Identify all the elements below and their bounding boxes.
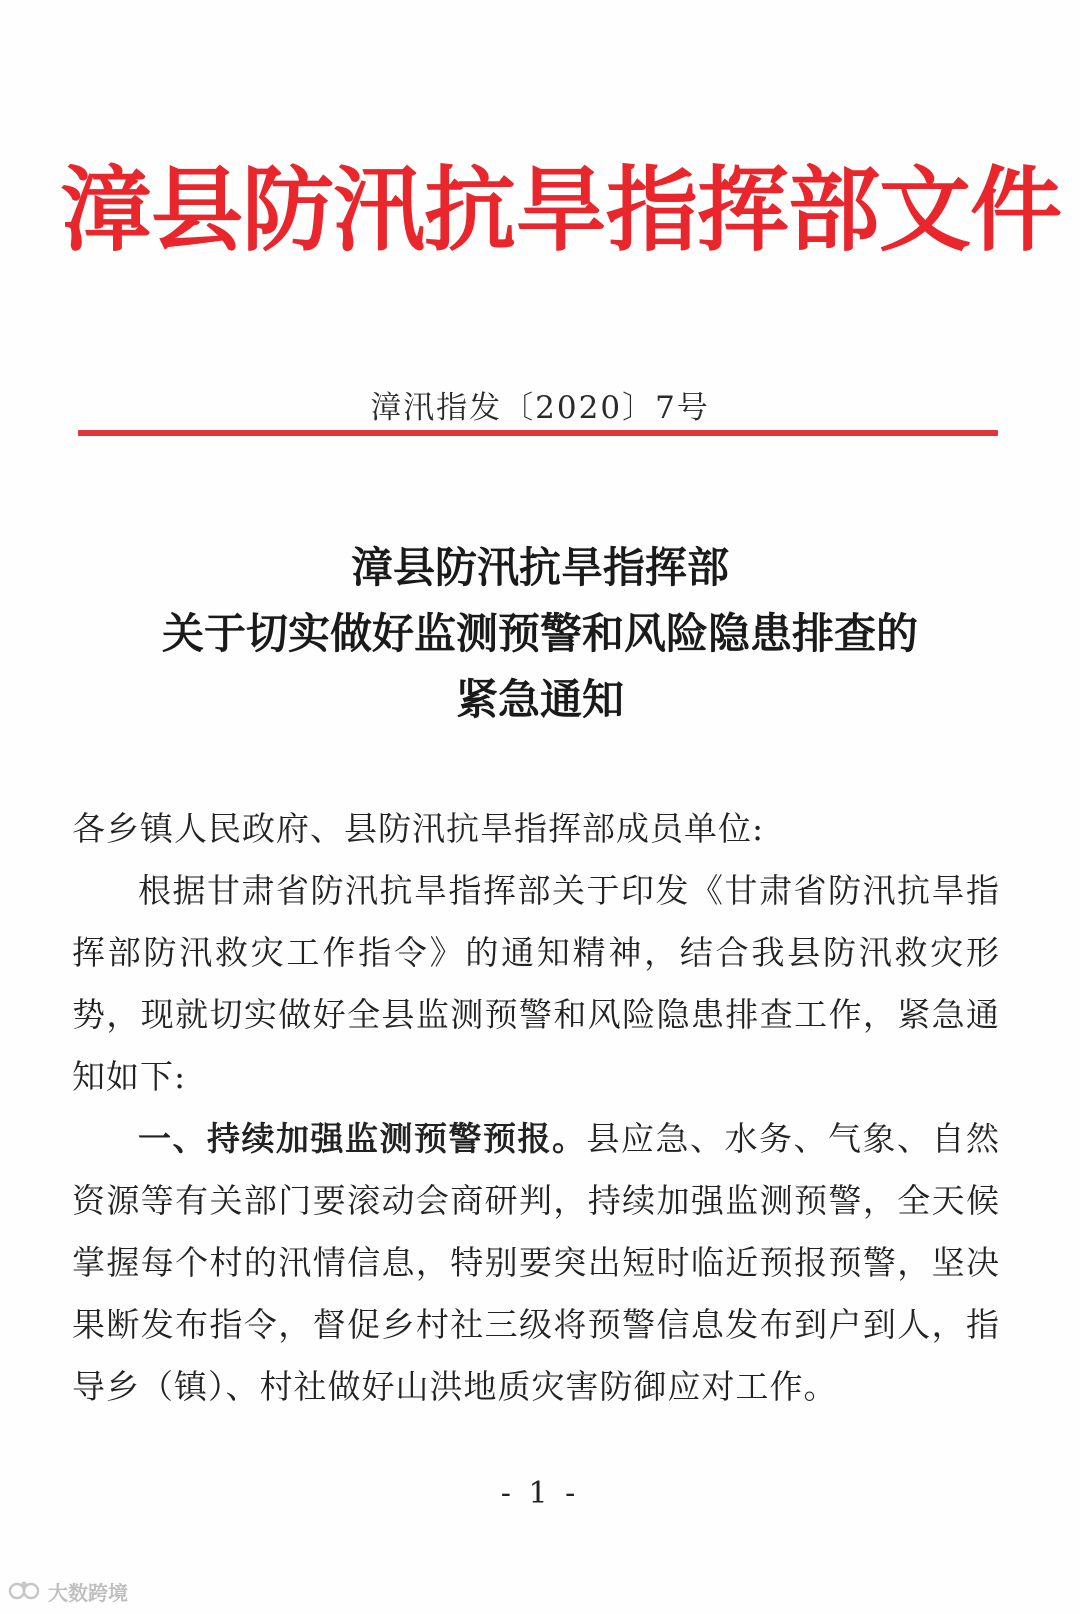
- watermark: [8, 1575, 128, 1607]
- section-1: [72, 1108, 1000, 1418]
- section-1-text: 县应急、水务、气象、自然资源等有关部门要滚动会商研判，持续加强监测预警，全天候掌握每个村的汛情信息，特别要突出短时临近预报预警，坚决果断发布指令，督促乡村社三级将预警信息发布到户到人，指导乡（镇）、村社做好山洪地质灾害防御应对工作。: [72, 1119, 1000, 1406]
- notice-title-line-2: 关于切实做好监测预警和风险隐患排查的: [161, 609, 918, 658]
- document-header-title: 漳县防汛抗旱指挥部文件: [60, 156, 1062, 264]
- notice-title-line-3: 紧急通知: [455, 675, 624, 724]
- salutation: 各乡镇人民政府、县防汛抗旱指挥部成员单位:: [72, 809, 765, 848]
- document-number: 漳汛指发〔2020〕7号: [370, 390, 710, 426]
- watermark-logo-icon: [8, 1578, 42, 1604]
- notice-title-line-1: 漳县防汛抗旱指挥部: [350, 543, 729, 592]
- page-number: - 1 -: [500, 1476, 580, 1511]
- document-body: [72, 798, 1000, 1418]
- red-separator-line: [78, 430, 998, 436]
- watermark-text: 大数跨境: [48, 1580, 128, 1605]
- section-1-heading: 一、持续加强监测预警预报。: [138, 1119, 587, 1158]
- paragraph-1: 根据甘肃省防汛抗旱指挥部关于印发《甘肃省防汛抗旱指挥部防汛救灾工作指令》的通知精神，结合我县防汛救灾形势，现就切实做好全县监测预警和风险隐患排查工作，紧急通知如下:: [72, 871, 1000, 1096]
- notice-title: [60, 535, 1020, 733]
